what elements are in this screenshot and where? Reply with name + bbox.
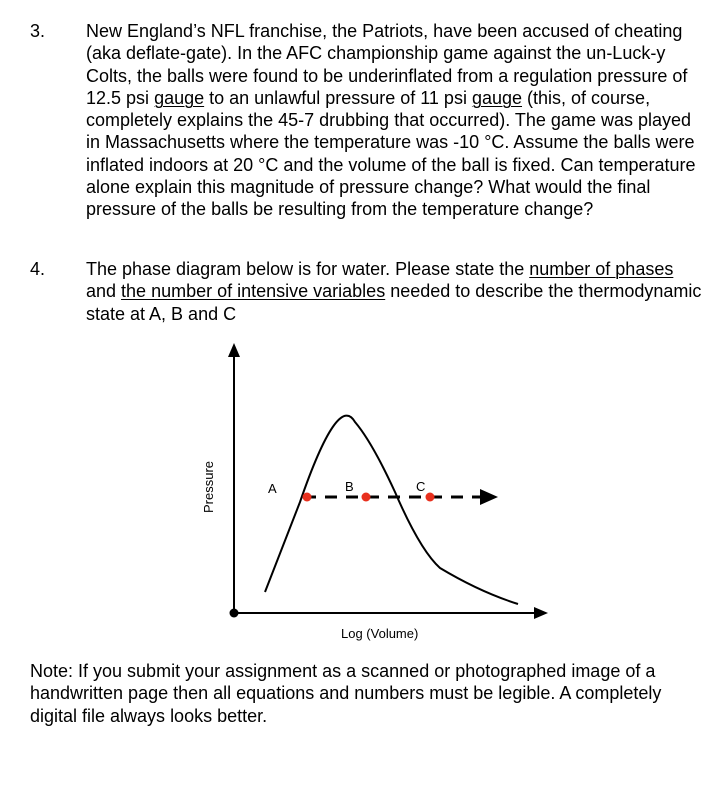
origin-dot <box>230 609 239 618</box>
point-c-label: C <box>416 479 426 494</box>
number-of-phases-underlined: number of phases <box>529 259 674 279</box>
x-axis-arrowhead <box>534 607 548 619</box>
question-4-body: The phase diagram below is for water. Please state the <box>86 259 530 279</box>
point-a-label: A <box>268 481 277 496</box>
point-c <box>426 493 435 502</box>
point-a <box>303 493 312 502</box>
gauge-underlined-2: gauge <box>471 87 523 108</box>
y-axis-arrowhead <box>228 343 240 357</box>
isobar-arrowhead <box>480 489 498 505</box>
note-text: Note: If you submit your assignment as a scanned or photographed image of a handwritten page then all equations and numbers must be legible. A completely digital file always looks better. <box>30 661 662 726</box>
question-3-body-2: to an unlawful pressure of 11 psi <box>204 87 472 108</box>
question-3-text <box>86 20 704 221</box>
question-3-number: 3. <box>30 21 46 41</box>
x-axis-label: Log (Volume) <box>341 626 419 641</box>
point-b <box>362 493 371 502</box>
question-3-body-3: (this, of course, completely explains the 45-7 drubbing that occurred). The game was played in Massachusetts where the temperature was -10 °C. Assume the balls were inflated indoors at 20 °C and the volume of the ball is fixed. Can temperature alone explain this magnitude of pressure change? What would the final pressure of the balls be resulting from the temperature change? <box>86 87 696 220</box>
question-4-body-3: needed to describe the thermodynamic state at A, B and C <box>86 281 702 324</box>
question-4-body-2: and <box>86 281 122 302</box>
phase-boundary-curve <box>265 416 518 604</box>
gauge-underlined: gauge <box>154 87 205 108</box>
question-4-number: 4. <box>30 259 46 279</box>
question-4-text <box>86 258 704 325</box>
y-axis-label: Pressure <box>201 460 216 513</box>
intensive-variables-underlined: the number of intensive variables <box>121 281 386 302</box>
question-3-body: New England’s NFL franchise, the Patriots, have been accused of cheating (aka deflate-gate). In the AFC championship game against the un-Luck-y Colts, the balls were found to be underinflated from a regulation pressure of 12.5 psi <box>86 21 688 108</box>
phase-diagram <box>0 330 713 650</box>
point-b-label: B <box>345 479 354 494</box>
